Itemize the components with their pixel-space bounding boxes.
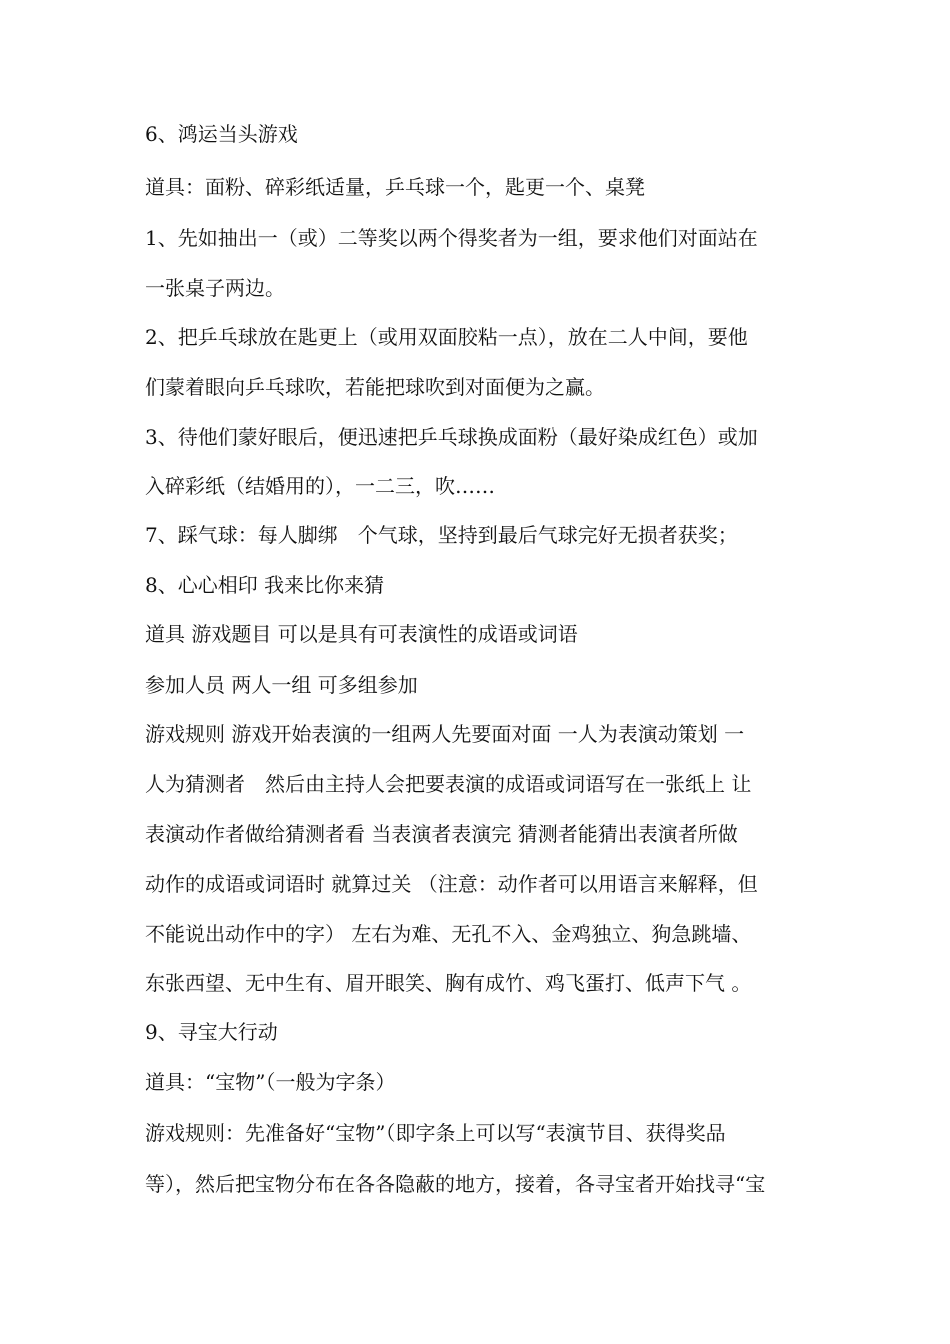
text-line: 东张西望、无中生有、眉开眼笑、胸有成竹、鸡飞蛋打、低声下气 。 [145,971,752,995]
text-line: 人为猜测者 然后由主持人会把要表演的成语或词语写在一张纸上 让 [145,772,752,796]
section-heading-6: 6、鸿运当头游戏 [145,122,298,146]
text-line: 2、把乒乓球放在匙更上（或用双面胶粘一点），放在二人中间，要他 [145,325,748,349]
text-line: 动作的成语或词语时 就算过关 （注意：动作者可以用语言来解释，但 [145,872,758,896]
text-line: 入碎彩纸（结婚用的），一二三，吹…… [145,474,495,498]
text-line: 1、先如抽出一（或）二等奖以两个得奖者为一组，要求他们对面站在 [145,226,758,250]
text-line: 游戏规则：先准备好“宝物”（即字条上可以写“表演节目、获得奖品 [145,1121,726,1145]
text-line: 参加人员 两人一组 可多组参加 [145,673,418,697]
section-heading-9: 9、寻宝大行动 [145,1020,278,1044]
text-line: 不能说出动作中的字） 左右为难、无孔不入、金鸡独立、狗急跳墙、 [145,922,752,946]
text-line: 们蒙着眼向乒乓球吹，若能把球吹到对面便为之赢。 [145,375,605,399]
section-heading-8: 8、心心相印 我来比你来猜 [145,573,385,597]
text-line: 3、待他们蒙好眼后，便迅速把乒乓球换成面粉（最好染成红色）或加 [145,425,758,449]
text-line: 表演动作者做给猜测者看 当表演者表演完 猜测者能猜出表演者所做 [145,822,738,846]
section-heading-7: 7、踩气球：每人脚绑 个气球，坚持到最后气球完好无损者获奖； [145,523,738,547]
text-line: 一张桌子两边。 [145,276,285,300]
text-line: 道具：“宝物”（一般为字条） [145,1070,396,1094]
text-line: 道具 游戏题目 可以是具有可表演性的成语或词语 [145,622,578,646]
text-line: 道具：面粉、碎彩纸适量，乒乓球一个，匙更一个、桌凳 [145,175,645,199]
text-line: 等），然后把宝物分布在各各隐蔽的地方，接着，各寻宝者开始找寻“宝 [145,1172,766,1196]
text-line: 游戏规则 游戏开始表演的一组两人先要面对面 一人为表演动策划 一 [145,722,745,746]
